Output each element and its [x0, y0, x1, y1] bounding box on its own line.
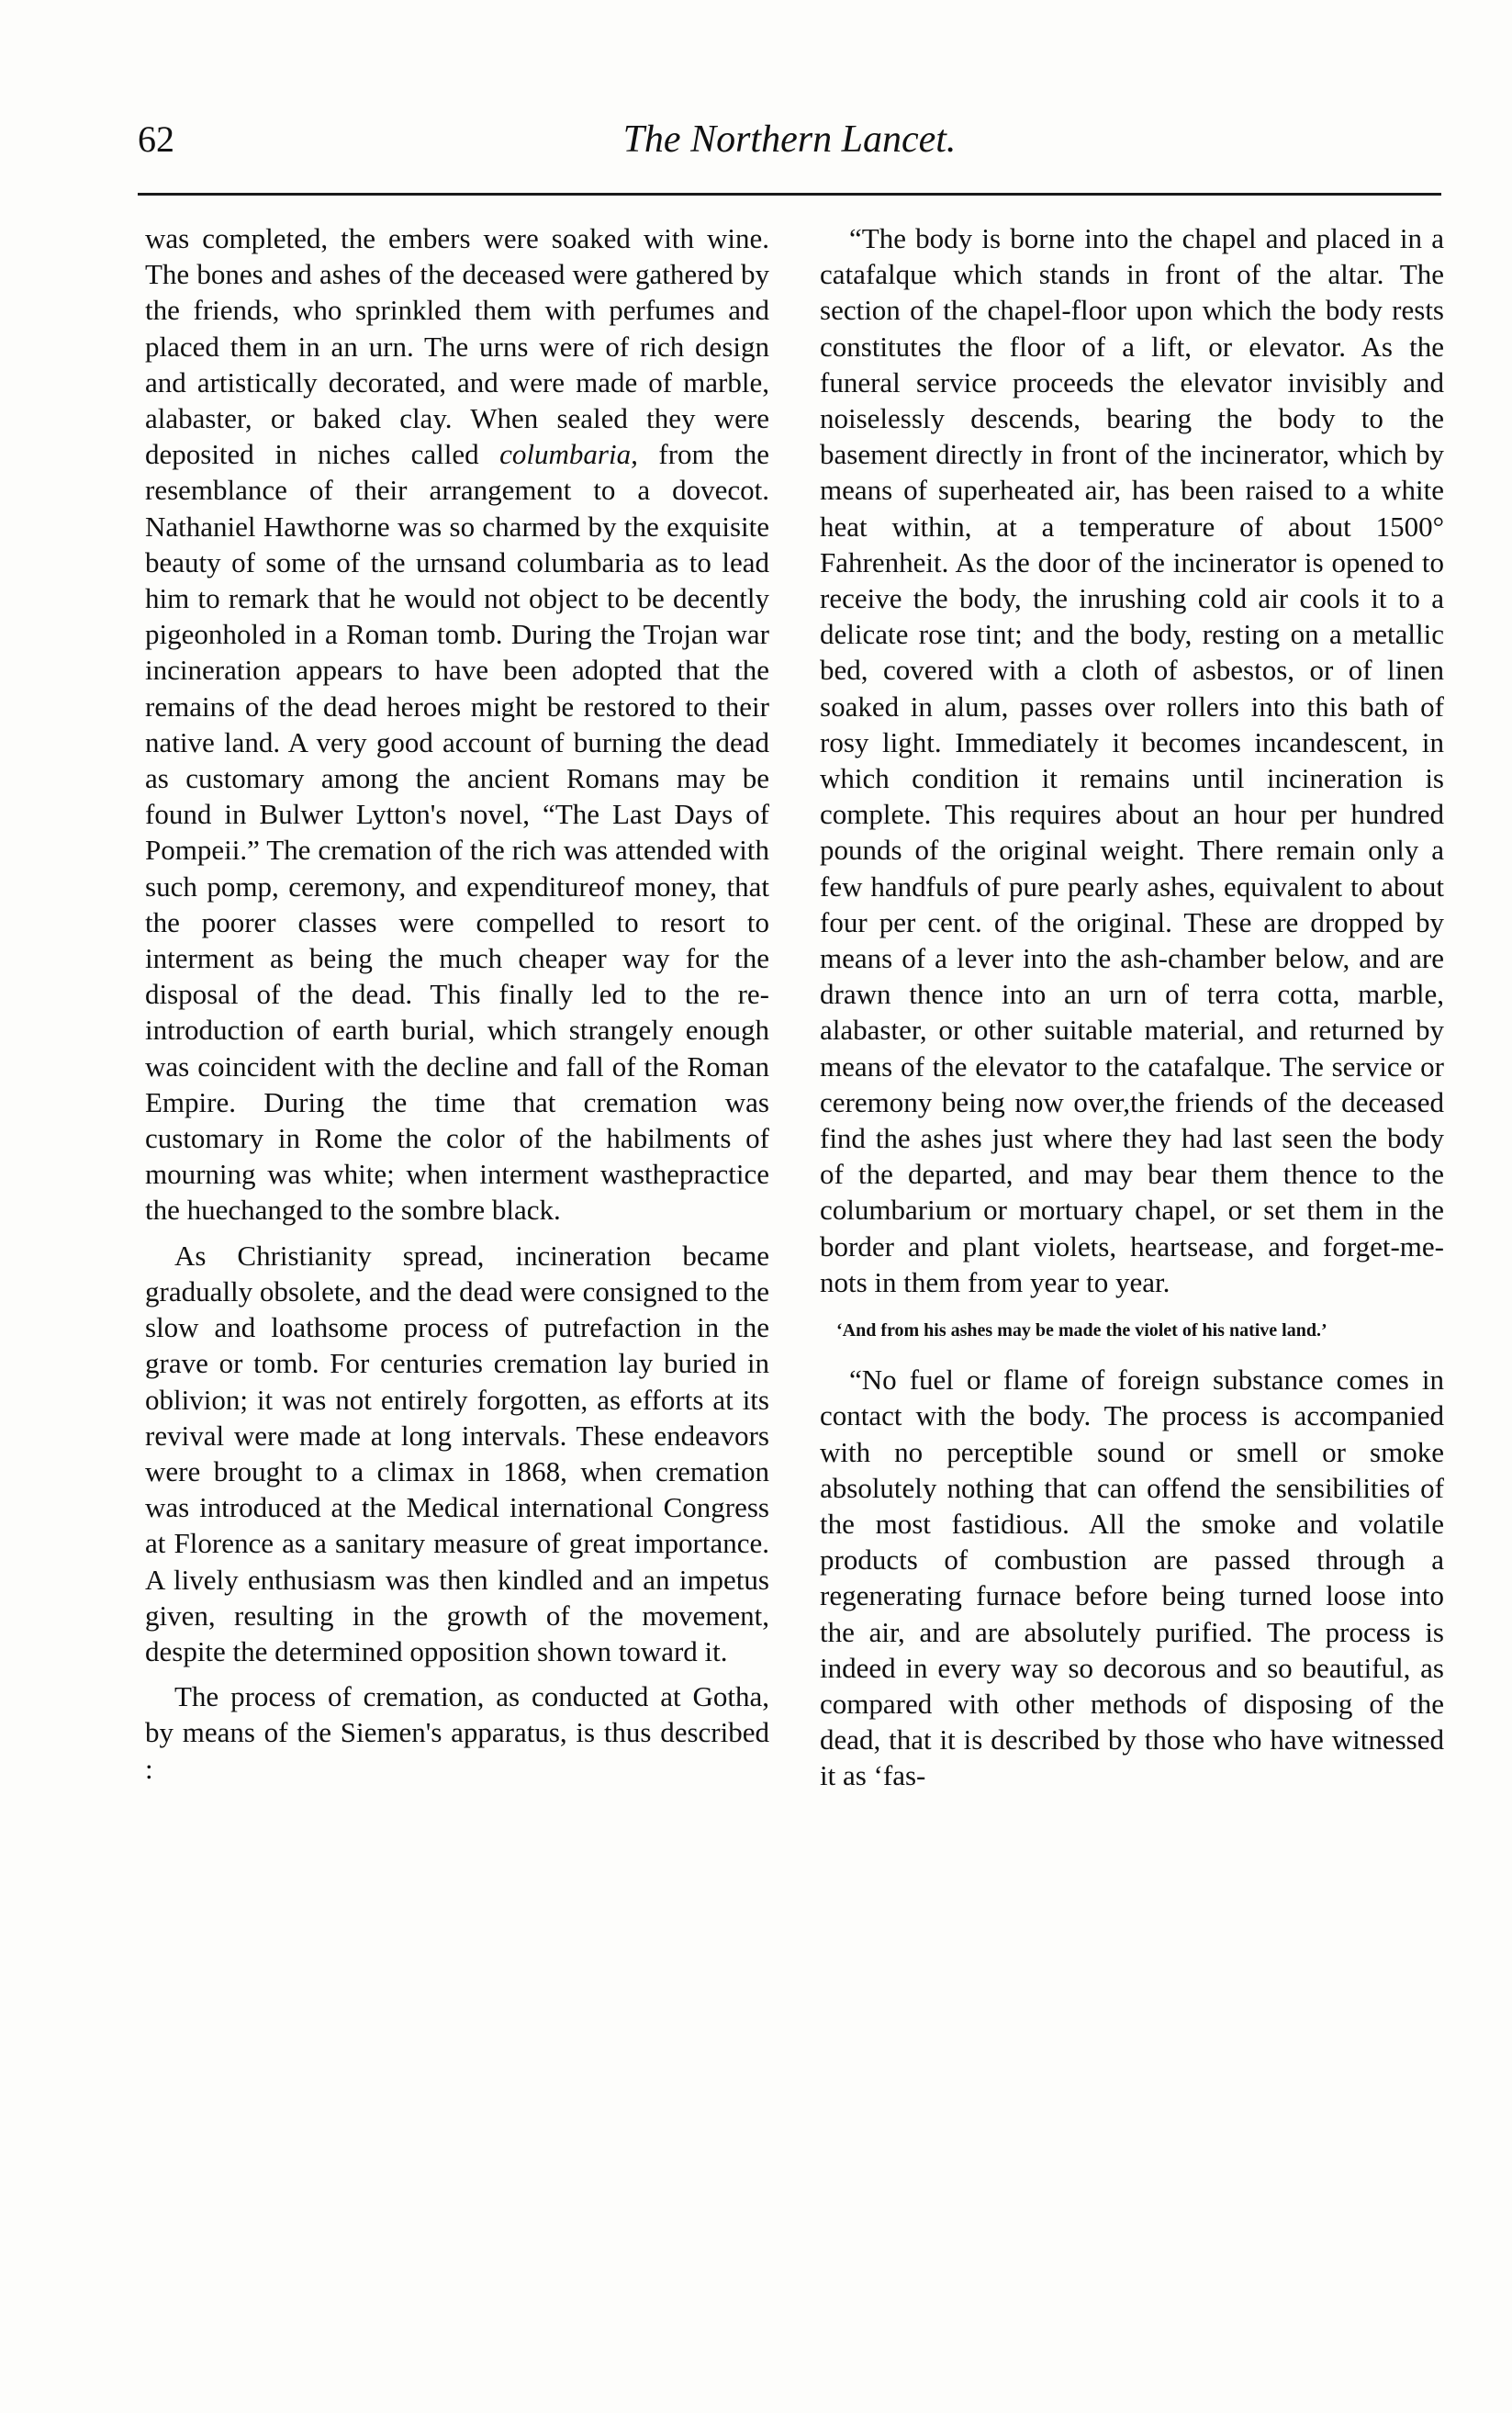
right-column: [820, 220, 1444, 2369]
left-paragraph-2: As Christianity spread, incineration became gradually obsolete, and the dead were consigned to the slow and loathsome process of putrefaction in the grave or tomb. For centuries cremation lay buried in oblivion; it was not entirely forgotten, as efforts at its revival were made at long intervals. These endeavors were brought to a climax in 1868, when cremation was introduced at the Medical international Congress at Florence as a sanitary measure of great importance. A lively enthusiasm was then kindled and an impetus given, resulting in the growth of the movement, despite the determined opposition shown toward it.: [145, 1239, 769, 1667]
right-paragraph-2: “No fuel or flame of foreign substance comes in contact with the body. The process is accompanied with no perceptible sound or smell or smoke absolutely nothing that can offend the sensibilities of the most fastidious. All the smoke and volatile products of combustion are passed through a regenerating furnace before being turned loose into the air, and are absolutely purified. The process is indeed in every way so decorous and so beautiful, as compared with other methods of disposing of the dead, that it is described by those who have witnessed it as ‘fas-: [820, 1364, 1444, 1792]
right-paragraph-1: “The body is borne into the chapel and placed in a catafalque which stands in front of the altar. The section of the chapel-floor upon which the body rests constitutes the floor of a lift, or elevator. As the funeral service proceeds the elevator invisibly and noiselessly descends, bearing the body to the basement directly in front of the incinerator, which by means of superheated air, has been raised to a white heat within, at a temperature of about 1500° Fahrenheit. As the door of the incinerator is opened to receive the body, the inrushing cold air cools it to a delicate rose tint; and the body, resting on a metallic bed, covered with a cloth of asbestos, or of linen soaked in alum, passes over rollers into this bath of rosy light. Immediately it becomes incandescent, in which condition it remains until incineration is complete. This requires about an hour per hundred pounds of the original weight. There remain only a few handfuls of pure pearly ashes, equivalent to about four per cent. of the original. These are dropped by means of a lever into the ash-chamber below, and are drawn thence into an urn of terra cotta, marble, alabaster, or other suitable material, and returned by means of the elevator to the catafalque. The service or ceremony being now over,the friends of the deceased find the ashes just where they had last seen the body of the departed, and may bear them thence to the columbarium or mortuary chapel, or set them in the border and plant violets, heartsease, and forget-me-nots in them from year to year.: [820, 222, 1444, 1298]
italic-term-columbaria: columbaria,: [499, 438, 638, 471]
left-paragraph-3: The process of cremation, as conducted at Gotha, by means of the Siemen's apparatus, is thus described :: [145, 1680, 769, 1785]
block-quote: ‘And from his ashes may be made the violet of his native land.’: [836, 1320, 1327, 1341]
left-column: [145, 220, 769, 2369]
header-rule: [138, 193, 1441, 196]
page-number: 62: [138, 118, 174, 160]
page-header: [138, 118, 1441, 173]
running-title: The Northern Lancet.: [622, 118, 957, 161]
left-paragraph-1: [145, 220, 769, 1229]
left-p1-text: was completed, the embers were soaked with wine. The bones and ashes of the deceased were gathered by the friends, who sprinkled them with perfumes and placed them in an urn. The urns were of rich design and artistically decorated, and were made of marble, alabaster, or baked clay. When sealed they were deposited in niches called: [145, 222, 769, 471]
left-p1-rest: from the resemblance of their arrangement to a dovecot. Nathaniel Hawthorne was so charmed by the exquisite beauty of some of the urnsand columbaria as to lead him to remark that he would not object to be decently pigeonholed in a Roman tomb. During the Trojan war incineration appears to have been adopted that the remains of the dead heroes might be restored to their native land. A very good account of burning the dead as customary among the ancient Romans may be found in Bulwer Lytton's novel, “The Last Days of Pompeii.” The cremation of the rich was attended with such pomp, ceremony, and expenditureof money, that the poorer classes were compelled to resort to interment as being the much cheaper way for the disposal of the dead. This finally led to the re-introduction of earth burial, which strangely enough was coincident with the decline and fall of the Roman Empire. During the time that cremation was customary in Rome the color of the habilments of mourning was white; when interment wasthepractice the huechanged to the sombre black.: [145, 438, 769, 1227]
